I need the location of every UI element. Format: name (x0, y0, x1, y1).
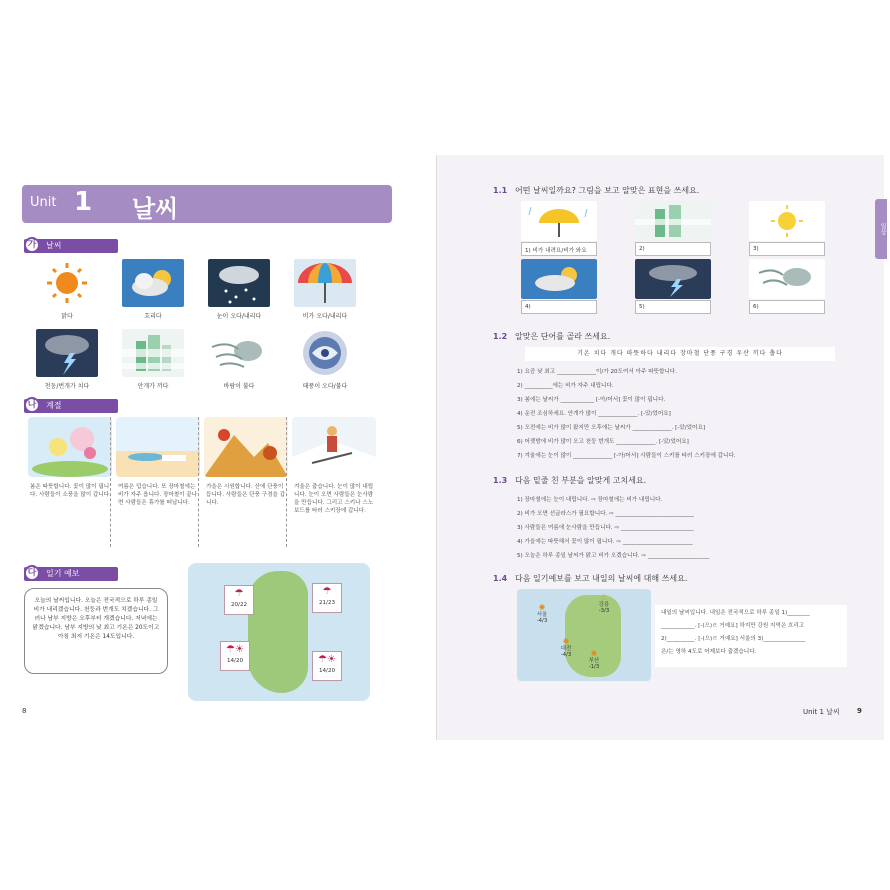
city-name: 대전 (560, 646, 572, 652)
unit-title: 날씨 (132, 195, 179, 223)
rain-sun-icon: ☂☀ (226, 644, 244, 655)
section-heading-weather (24, 239, 118, 253)
temperature: 14/20 (318, 668, 336, 674)
umbrella-icon: ☂ (322, 586, 332, 597)
season-spring (28, 417, 116, 547)
fog-icon (635, 201, 711, 241)
forecast-map (517, 589, 651, 681)
exercise-number: 1.1 (493, 186, 508, 195)
page-number: 8 (22, 707, 27, 715)
temperature: 21/23 (318, 600, 336, 606)
side-tab: 일상 (875, 199, 887, 259)
weather-item (28, 329, 106, 391)
section-letter: 다 (24, 565, 40, 581)
section-heading-seasons (24, 399, 118, 413)
section-title: 일기 예보 (46, 569, 80, 578)
temperature: 14/20 (226, 658, 244, 664)
divider (110, 417, 111, 547)
sun-icon: ✺ (590, 649, 598, 658)
city-forecast (579, 649, 609, 670)
season-winter (292, 417, 380, 547)
season-autumn (204, 417, 292, 547)
city-name: 서울 (536, 612, 548, 618)
forecast-line: ____________. [-(으)ㄹ 거예요] 하지만 강원 지역은 흐리고 (661, 623, 805, 629)
exercise-number: 1.3 (493, 476, 508, 485)
korea-land-shape (248, 571, 308, 693)
answer-field[interactable]: 6) (749, 300, 825, 314)
question-line[interactable]: 6) 어젯밤에 비가 많이 오고 천둥 번개도 ______________. [-았/었어요] (517, 439, 689, 445)
exercise-number: 1.2 (493, 332, 508, 341)
divider (198, 417, 199, 547)
question-line[interactable]: 1) 장마철에는 눈이 내립니다. ⇨ 장마철에는 비가 내립니다. (517, 497, 663, 503)
umbrella-icon (521, 201, 597, 241)
sun-icon: ✺ (562, 637, 570, 646)
weather-label: 눈이 오다/내리다 (216, 313, 262, 320)
weather-item (28, 259, 106, 321)
divider (286, 417, 287, 547)
page-number: 9 (857, 707, 862, 715)
weather-label: 맑다 (61, 313, 73, 320)
exercise-instruction: 어떤 날씨일까요? 그림을 보고 알맞은 표현을 쓰세요. (515, 186, 700, 195)
question-line[interactable]: 2) __________에는 비가 자주 내립니다. (517, 383, 614, 389)
season-description: 봄은 따뜻합니다. 꽃이 많이 핍니다. 사람들이 소풍을 많이 갑니다. (30, 484, 111, 498)
wind-icon (208, 329, 270, 377)
weather-label: 안개가 끼다 (137, 383, 169, 390)
season-description: 가을은 시원합니다. 산에 단풍이 듭니다. 사람들은 단풍 구경을 갑니다. (206, 484, 286, 506)
season-summer (116, 417, 204, 547)
city-name: 강릉 (598, 602, 610, 608)
thunder-icon (635, 259, 711, 299)
forecast-card (312, 651, 342, 681)
city-temp: -4/3 (560, 652, 572, 658)
weather-label: 천둥/번개가 치다 (44, 383, 90, 390)
cloudy-icon (521, 259, 597, 299)
question-line[interactable]: 4) 운전 조심하세요. 안개가 많이 ______________. [-았/었어요] (517, 411, 671, 417)
forecast-card (220, 641, 250, 671)
forecast-line: 2)__________. [-(으)ㄹ 거예요] 서울의 3)_______________ (661, 636, 806, 642)
weather-item (286, 259, 364, 321)
temperature: 20/22 (230, 602, 248, 608)
autumn-leaves-icon (204, 417, 288, 477)
right-page (436, 155, 884, 740)
question-line[interactable]: 3) 봄에는 날씨가 ____________ [-아/어서] 꽃이 많이 핍니다. (517, 397, 666, 403)
season-description: 여름은 덥습니다. 또 장마철에는 비가 자주 옵니다. 장마철이 끝나면 사람들은 휴가를 떠납니다. (118, 484, 198, 506)
sun-icon: ✺ (538, 603, 546, 612)
forecast-card (312, 583, 342, 613)
section-letter: 나 (24, 397, 40, 413)
fog-icon (122, 329, 184, 377)
exercise-heading (493, 573, 687, 584)
forecast-line: 은/는 영하 4도로 어제보다 춥겠습니다. (661, 649, 757, 655)
umbrella-icon (294, 259, 356, 307)
city-forecast (551, 637, 581, 658)
exercise-heading (493, 331, 610, 342)
umbrella-icon: ☂ (234, 588, 244, 599)
question-line[interactable]: 3) 사람들은 여름에 눈사람을 만듭니다. ⇨ __________________________ (517, 525, 694, 531)
snow-icon (208, 259, 270, 307)
section-title: 날씨 (46, 241, 62, 250)
weather-label: 흐리다 (144, 313, 162, 320)
question-line[interactable]: 4) 가을에는 따뜻해서 꽃이 많이 핍니다. ⇨ _________________________ (517, 539, 693, 545)
weather-item (286, 329, 364, 391)
rain-sun-icon: ☂☀ (318, 654, 336, 665)
season-description: 겨울은 춥습니다. 눈이 많이 내립니다. 눈이 오면 사람들은 눈사람을 만듭니다. 그리고 스키나 스노보드를 타러 스키장에 갑니다. (294, 484, 374, 514)
city-temp: -4/3 (536, 618, 548, 624)
exercise-instruction: 알맞은 단어를 골라 쓰세요. (515, 332, 611, 341)
forecast-writing-box[interactable] (655, 605, 847, 667)
question-line[interactable]: 1) 요즘 낮 최고 ______________이/가 20도여서 아주 따뜻합니다. (517, 369, 677, 375)
exercise-number: 1.4 (493, 574, 508, 583)
weather-item (200, 329, 278, 391)
answer-field[interactable]: 5) (635, 300, 711, 314)
answer-field[interactable]: 4) (521, 300, 597, 314)
unit-label: Unit (30, 195, 57, 210)
question-line[interactable]: 5) 오전에는 비가 많이 왔지만 오후에는 날씨가 ______________. [-았/었어요] (517, 425, 706, 431)
weather-label: 바람이 불다 (223, 383, 255, 390)
page-footer: Unit 1 날씨 (803, 708, 840, 716)
exercise-heading (493, 475, 646, 486)
answer-field[interactable]: 3) (749, 242, 825, 256)
sun-icon (36, 259, 98, 307)
word-bank: 기온 치다 개다 따뜻하다 내리다 장마철 단풍 구경 우산 끼다 춥다 (525, 347, 835, 361)
spring-flowers-icon (28, 417, 112, 477)
snowman-icon: ☃ (600, 593, 608, 602)
question-line[interactable]: 2) 비가 오면 선글라스가 필요합니다. ⇨ ____________________________ (517, 511, 694, 517)
left-page (8, 155, 436, 740)
weather-item (200, 259, 278, 321)
winter-skier-icon (292, 417, 376, 477)
city-temp: -3/3 (598, 608, 610, 614)
weather-label: 비가 오다/내리다 (302, 313, 348, 320)
answer-field[interactable]: 1) 비가 내려요/비가 와요 (521, 242, 597, 256)
question-line[interactable]: 7) 겨울에는 눈이 많이 ______________ [-아/어서] 사람들이 스키를 타러 스키장에 갑니다. (517, 453, 736, 459)
forecast-line: 내일의 날씨입니다. 내일은 전국적으로 하루 종일 1)________ (661, 610, 810, 616)
answer-field[interactable]: 2) (635, 242, 711, 256)
section-heading-forecast (24, 567, 118, 581)
weather-label: 태풍이 오다/불다 (302, 383, 348, 390)
unit-banner (22, 185, 392, 223)
section-letter: 가 (24, 237, 40, 253)
summer-beach-icon (116, 417, 200, 477)
sun-icon (749, 201, 825, 241)
thunder-icon (36, 329, 98, 377)
korea-weather-map (188, 563, 370, 701)
forecast-speech-bubble: 오늘의 날씨입니다. 오늘은 전국적으로 하루 종일 비가 내리겠습니다. 천둥과 번개도 치겠습니다. 그러나 남부 지방은 오후부터 개겠습니다. 저녁에는 맑겠습니다. 남부 지방의 낮 최고 기온은 20도이고 아침 최저 기온은 14도입니다. (24, 588, 168, 674)
unit-number: 1 (74, 187, 93, 217)
question-line[interactable]: 5) 오늘은 하루 종일 날씨가 맑고 비가 오겠습니다. ⇨ ______________________ (517, 553, 710, 559)
section-title: 계절 (46, 401, 62, 410)
exercise-instruction: 다음 일기예보를 보고 내일의 날씨에 대해 쓰세요. (515, 574, 688, 583)
weather-item (114, 329, 192, 391)
city-temp: -1/3 (588, 664, 600, 670)
exercise-instruction: 다음 밑줄 친 부분을 알맞게 고치세요. (515, 476, 647, 485)
typhoon-icon (294, 329, 356, 377)
city-forecast (589, 593, 619, 614)
city-name: 부산 (588, 658, 600, 664)
city-forecast (527, 603, 557, 624)
cloudy-icon (122, 259, 184, 307)
wind-icon (749, 259, 825, 299)
textbook-spread (8, 155, 884, 740)
exercise-heading (493, 185, 699, 196)
forecast-card (224, 585, 254, 615)
weather-item (114, 259, 192, 321)
